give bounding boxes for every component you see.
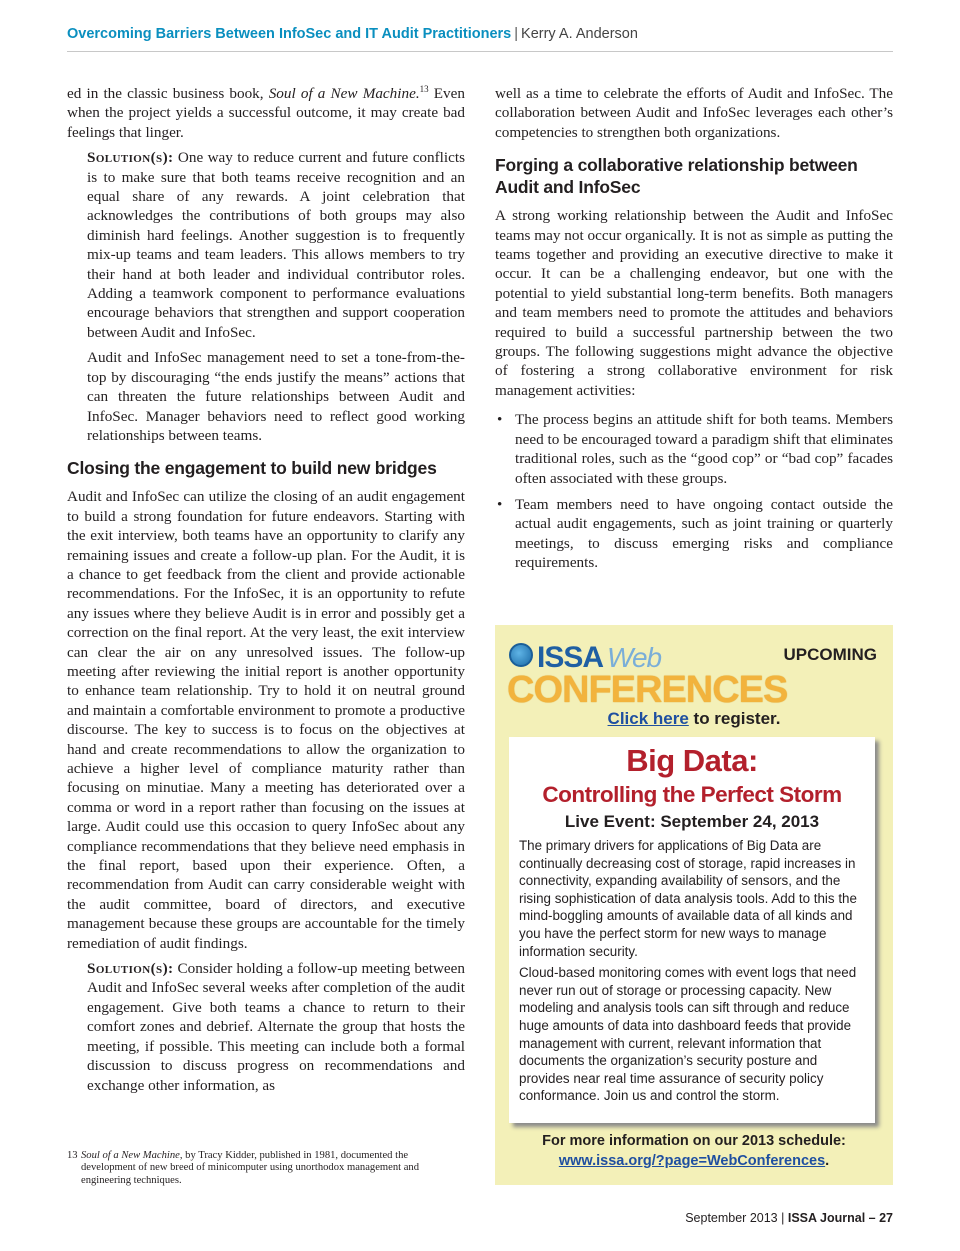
- text-run: , by Tracy Kidder, published in 1981, documented the development of new breed of minicomputer using unorthodox management and engineering techniques.: [81, 1150, 420, 1186]
- event-title: Big Data:: [626, 743, 758, 778]
- text-run: to register.: [688, 709, 781, 728]
- running-header: [67, 26, 893, 52]
- issue-date: September 2013: [685, 1211, 778, 1225]
- event-description-p2: Cloud-based monitoring comes with event logs that need never run out of storage or processing capacity. New modeling and analysis tools can sift through and reduce huge amounts of data into dashboard feeds that provide management with current, relevant information that documents the organization’s security posture and provides near real time assurance of security policy conformance. Join us and control the storm.: [519, 965, 857, 1104]
- solution-paragraph-1: [87, 148, 465, 342]
- more-info-label: For more information on our 2013 schedule:: [542, 1133, 846, 1149]
- solution-label: Solution(s):: [87, 149, 174, 167]
- right-column: [495, 84, 893, 580]
- paragraph-continuation: [67, 84, 465, 142]
- running-footer: [685, 1211, 893, 1225]
- list-item-text: The process begins an attitude shift for both teams. Members need to be encouraged toward a paradigm shift that eliminates traditional roles, such as the “good cop” or “bad cop” facades often associated with these groups.: [515, 411, 893, 487]
- book-title: Soul of a New Machine.: [268, 85, 420, 102]
- article-author: Kerry A. Anderson: [521, 26, 638, 42]
- text-run: ed in the classic business book,: [67, 85, 269, 102]
- conferences-wordmark: CONFERENCES: [507, 669, 788, 711]
- footnote-text: [67, 1150, 465, 1187]
- text-run: .: [825, 1153, 830, 1169]
- list-item: [495, 410, 893, 488]
- footnote-book-title: Soul of a New Machine: [81, 1150, 180, 1161]
- event-date: Live Event: September 24, 2013: [564, 812, 820, 831]
- text-run: Consider holding a follow-up meeting between Audit and InfoSec several weeks after completion of the audit engagement. Give both teams a chance to return to their comfort zones and debrief. Alternate the group that hosts the meeting, if possible. This meeting can include both a formal discussion to discuss progress on recommendations and exchange other information, as: [87, 960, 465, 1094]
- register-line: [495, 709, 893, 729]
- web-conference-ad: [495, 625, 893, 1185]
- list-item: [495, 495, 893, 573]
- management-paragraph: Audit and InfoSec management need to set a tone-from-the-top by discouraging “the ends justify the means” actions that can threaten the future relationships between Audit and InfoSec. Manager behaviors need to reflect good working relationships between teams.: [87, 349, 465, 444]
- closing-paragraph: Audit and InfoSec can utilize the closing of an audit engagement to build a strong foundation for future endeavors. Starting with the exit interview, both teams have an opportunity to clarify any remaining issues and create a follow-up plan. For the Audit, it is a chance to get feedback from the client and provide actionable recommendations. For the InfoSec, it is an opportunity to refute any issues where they believe Audit is in error and possibly get a correction on the final report. At the very least, the exit interview can clear the air on any unresolved issues. The follow-up meeting after reviewing the initial report is another opportunity to enhance team relationship. Try to hold it on neutral ground and maintain a comfortable environment to promote a productive discourse. The key to success is to focus on the objectives at hand and create recommendations to allow the organization to achieve a higher level of compliance maturity rather than focusing on minutiae. Many a meeting has deteriorated over a comma or word in a report rather than focusing on the issues at large. Audit could use this occasion to query InfoSec about any compliance recommendations that they believe need emphasis in the final report, based upon their experience. Often, a recommendation from Audit can carry considerable weight with the audit committee, board of directors, and executive management because these groups are accountable for the timely remediation of audit findings.: [67, 488, 465, 952]
- bullet-icon: •: [497, 411, 503, 429]
- event-description-p1: The primary drivers for applications of Big Data are continually decreasing cost of storage, rapid increases in connectivity, expanding availability of sensors, and the rising sophistication of data analysis tools. Add to this the mind-boggling amounts of available data of all kinds and you have the perfect storm for new ways to manage information security.: [519, 838, 857, 959]
- section-heading-closing: Closing the engagement to build new bridges: [67, 458, 437, 479]
- section-heading-forging: Forging a collaborative relationship between Audit and InfoSec: [495, 155, 858, 198]
- event-description: [519, 837, 869, 1109]
- left-column: [67, 84, 465, 1101]
- forging-paragraph: A strong working relationship between the Audit and InfoSec teams may not occur organically. It is not as simple as putting the teams together and providing an executive directive to make it occur. It can be a challenging endeavor, but one with the potential to yield substantial long-term benefits. Both managers and team members need to promote the attitudes and behaviors required to build a successful partnership between the two groups. The following suggestions might advance the objective of fostering a strong collaborative environment for risk management activities:: [495, 207, 893, 399]
- issa-web-logo: [509, 641, 662, 674]
- footnote-ref: 13: [419, 83, 429, 94]
- solution-paragraph-2: [87, 959, 465, 1095]
- logo-web: Web: [607, 642, 662, 673]
- logo-issa: ISSA: [537, 641, 604, 674]
- journal-page: ISSA Journal – 27: [787, 1211, 893, 1225]
- article-title: Overcoming Barriers Between InfoSec and IT Audit Practitioners: [67, 26, 512, 42]
- footnote-number: 13: [67, 1150, 78, 1161]
- suggestion-list: [495, 410, 893, 572]
- webconferences-link[interactable]: www.issa.org/?page=WebConferences: [558, 1153, 826, 1169]
- footer-separator: |: [781, 1211, 785, 1225]
- footnote: [67, 1150, 465, 1187]
- globe-icon: [509, 643, 533, 667]
- header-separator: |: [514, 26, 519, 42]
- click-here-link[interactable]: Click here: [607, 709, 689, 728]
- text-run: Even when the project yields a successful outcome, it may create bad feelings that linger.: [67, 85, 465, 141]
- list-item-text: Team members need to have ongoing contact outside the actual audit engagements, such as joint training or quarterly meetings, to discuss emerging risks and compliance requirements.: [515, 495, 893, 572]
- paragraph-continuation-right: well as a time to celebrate the efforts of Audit and InfoSec. The collaboration between Audit and InfoSec leverages each other’s competencies to strengthen both organizations.: [495, 85, 893, 141]
- more-info: [495, 1131, 893, 1171]
- event-subtitle: Controlling the Perfect Storm: [542, 782, 842, 807]
- event-card: [509, 737, 875, 1123]
- bullet-icon: •: [497, 495, 503, 513]
- upcoming-label: UPCOMING: [783, 645, 877, 664]
- solution-label: Solution(s):: [87, 960, 174, 978]
- more-info-url-line: [495, 1151, 893, 1171]
- text-run: One way to reduce current and future conflicts is to make sure that both teams receive recognition and an equal share of any rewards. A joint celebration that acknowledges the contributions of both groups may also diminish hard feelings. Another suggestion is to frequently mix-up teams and team leaders. This allows members to try their hand at both leader and individual contributor roles. Adding a teamwork component to performance evaluations encourage behaviors that strengthen and support cooperation between Audit and InfoSec.: [87, 149, 465, 341]
